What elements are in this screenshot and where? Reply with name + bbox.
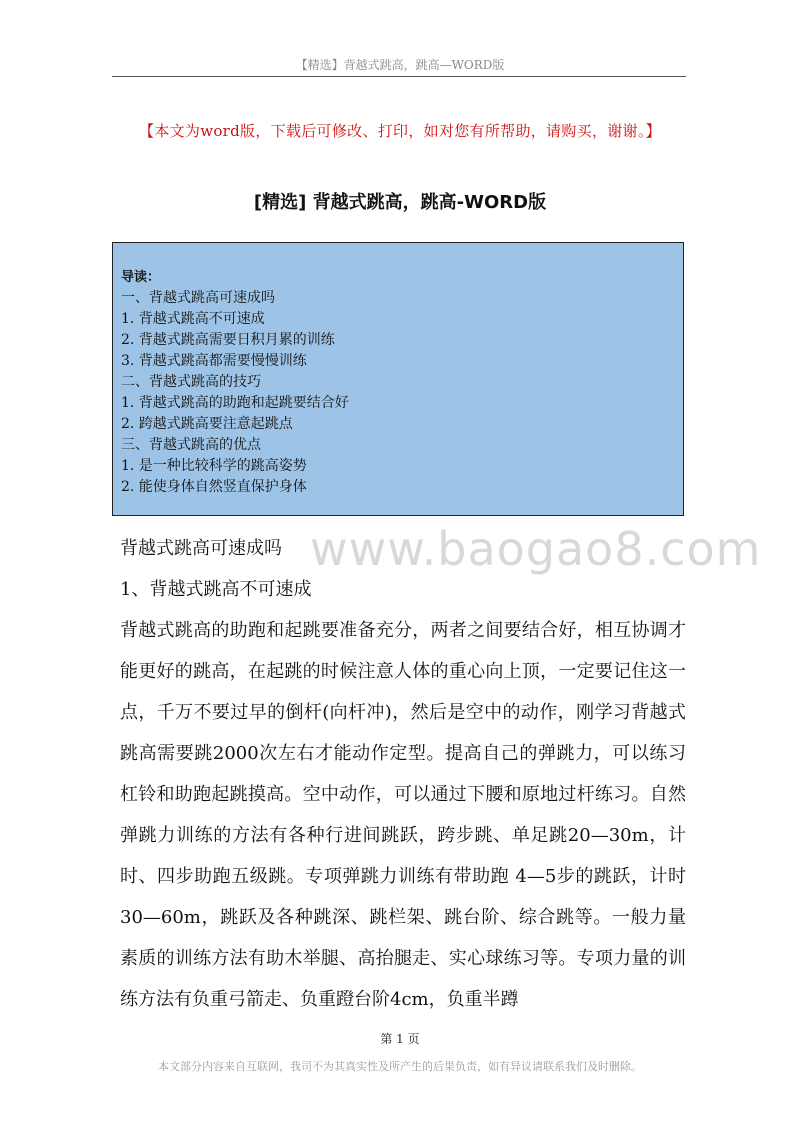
page-number: 第 1 页 xyxy=(380,1032,420,1046)
guide-item: 3. 背越式跳高都需要慢慢训练 xyxy=(121,353,307,369)
guide-item: 二、背越式跳高的技巧 xyxy=(121,374,261,390)
download-notice: 【本文为word版，下载后可修改、打印，如对您有所帮助，请购买，谢谢。】 xyxy=(139,122,661,140)
section-subheading: 1、背越式跳高不可速成 xyxy=(120,579,312,600)
guide-item: 2. 背越式跳高需要日积月累的训练 xyxy=(121,332,335,348)
guide-box xyxy=(112,242,684,516)
guide-label: 导读： xyxy=(121,270,161,285)
guide-item: 1. 背越式跳高不可速成 xyxy=(121,311,265,327)
guide-item: 三、背越式跳高的优点 xyxy=(121,437,261,453)
guide-item: 一、背越式跳高可速成吗 xyxy=(121,290,275,306)
document-title: [精选] 背越式跳高，跳高-WORD版 xyxy=(253,192,547,213)
page-header: 【精选】背越式跳高，跳高—WORD版 xyxy=(295,58,505,72)
section-heading: 背越式跳高可速成吗 xyxy=(120,538,282,559)
guide-item: 1. 背越式跳高的助跑和起跳要结合好 xyxy=(121,395,349,411)
guide-item: 2. 跨越式跳高要注意起跳点 xyxy=(121,416,293,432)
watermark: www.baogao8.com xyxy=(310,522,762,576)
footer-disclaimer: 本文部分内容来自互联网，我司不为其真实性及所产生的后果负责，如有异议请联系我们及时删除。 xyxy=(158,1060,642,1073)
guide-item: 1. 是一种比较科学的跳高姿势 xyxy=(121,458,307,474)
header-divider xyxy=(112,76,686,77)
body-paragraph: 背越式跳高的助跑和起跳要准备充分，两者之间要结合好，相互协调才能更好的跳高，在起跳的时候注意人体的重心向上顶，一定要记住这一点，千万不要过早的倒杆(向杆冲)，然后是空中的动作，刚学习背越式跳高需要跳2000次左右才能动作定型。提高自己的弹跳力，可以练习杠铃和助跑起跳摸高。空中动作，可以通过下腰和原地过杆练习。自然弹跳力训练的方法有各种行进间跳跃，跨步跳、单足跳20—30m，计时、四步助跑五级跳。专项弹跳力训练有带助跑 4—5步的跳跃，计时30—60m，跳跃及各种跳深、跳栏架、跳台阶、综合跳等。一般力量素质的训练方法有助木举腿、高抬腿走、实心球练习等。专项力量的训练方法有负重弓箭走、负重蹬台阶4cm，负重半蹲 xyxy=(120,620,686,1010)
article-body xyxy=(120,528,686,1020)
guide-item: 2. 能使身体自然竖直保护身体 xyxy=(121,479,307,495)
